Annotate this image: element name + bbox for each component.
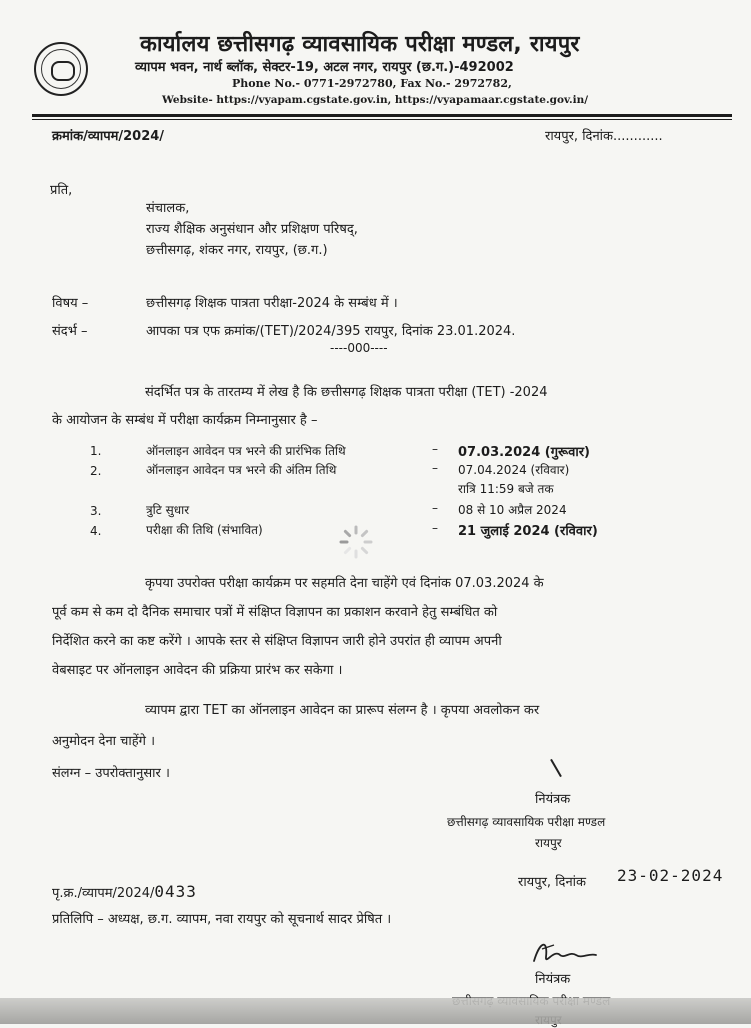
para1-line2: पूर्व कम से कम दो दैनिक समाचार पत्रों में संक्षिप्त विज्ञापन का प्रकाशन करवाने हेतु सम्बंधित को <box>52 605 498 620</box>
reference-text: आपका पत्र एफ क्रमांक/(TET)/2024/395 रायपुर, दिनांक 23.01.2024. <box>146 324 516 339</box>
separator: ----000---- <box>330 341 388 355</box>
endorsement-place-date: रायपुर, दिनांक <box>518 875 587 890</box>
schedule-value-4: 21 जुलाई 2024 (रविवार) <box>458 524 598 539</box>
loading-spinner-icon <box>338 524 374 560</box>
schedule-value-3: 08 से 10 अप्रैल 2024 <box>458 503 567 517</box>
signature-mark <box>550 759 562 777</box>
schedule-dash-1: – <box>432 442 438 456</box>
subject-label: विषय – <box>52 296 89 311</box>
schedule-num-4: 4. <box>90 524 102 538</box>
enclosure: संलग्न – उपरोक्तानुसार । <box>52 766 170 781</box>
ref-number: क्रमांक/व्यापम/2024/ <box>52 129 165 144</box>
schedule-num-3: 3. <box>90 504 102 518</box>
emblem-icon <box>34 42 88 96</box>
para1-line4: वेबसाइट पर ऑनलाइन आवेदन की प्रक्रिया प्रारंभ कर सकेगा । <box>52 663 343 678</box>
letterhead-rule-thin <box>32 119 732 120</box>
recipient-line2: राज्य शैक्षिक अनुसंधान और प्रशिक्षण परिषद्, <box>146 222 358 237</box>
letterhead-address: व्यापम भवन, नार्थ ब्लॉक, सेक्टर-19, अटल नगर, रायपुर (छ.ग.)-492002 <box>135 60 514 75</box>
recipient-line3: छत्तीसगढ़, शंकर नगर, रायपुर, (छ.ग.) <box>146 243 328 258</box>
schedule-dash-3: – <box>432 501 438 515</box>
schedule-dash-2: – <box>432 461 438 475</box>
endorsement-number <box>52 882 197 901</box>
schedule-extra-2: रात्रि 11:59 बजे तक <box>458 482 554 496</box>
bottom-shadow <box>0 998 751 1024</box>
letterhead-website: Website- https://vyapam.cgstate.gov.in, https://vyapamaar.cgstate.gov.in/ <box>162 94 589 106</box>
letterhead-title: कार्यालय छत्तीसगढ़ व्यावसायिक परीक्षा मण्डल, रायपुर <box>140 32 580 57</box>
endorsement-number-prefix: पृ.क्र./व्यापम/2024/ <box>52 886 155 901</box>
schedule-value-1: 07.03.2024 (गुरूवार) <box>458 445 590 460</box>
schedule-label-1: ऑनलाइन आवेदन पत्र भरने की प्रारंभिक तिथि <box>146 444 346 458</box>
para1-line1: कृपया उपरोक्त परीक्षा कार्यक्रम पर सहमति देना चाहेंगे एवं दिनांक 07.03.2024 के <box>145 576 544 591</box>
endorsement-date-hand: 23-02-2024 <box>617 866 724 885</box>
letterhead-phone: Phone No.- 0771-2972780, Fax No.- 2972782, <box>232 77 512 90</box>
letterhead-rule <box>32 114 732 117</box>
signature-icon <box>530 935 600 969</box>
schedule-num-1: 1. <box>90 444 102 458</box>
schedule-num-2: 2. <box>90 464 102 478</box>
signatory1-org: छत्तीसगढ़ व्यावसायिक परीक्षा मण्डल <box>447 815 606 829</box>
signatory1-title: नियंत्रक <box>535 792 571 807</box>
para1-line3: निर्देशित करने का कष्ट करेंगे । आपके स्तर से संक्षिप्त विज्ञापन जारी होने उपरांत ही व्यापम अपनी <box>52 634 502 649</box>
intro-line1: संदर्भित पत्र के तारतम्य में लेख है कि छत्तीसगढ़ शिक्षक पात्रता परीक्षा (TET) -2024 <box>145 385 548 400</box>
reference-label: संदर्भ – <box>52 324 88 339</box>
ref-place-date: रायपुर, दिनांक............ <box>545 129 663 144</box>
schedule-label-3: त्रुटि सुधार <box>146 503 190 517</box>
endorsement-number-hand: 0433 <box>154 882 197 901</box>
schedule-value-2: 07.04.2024 (रविवार) <box>458 463 570 477</box>
intro-line2: के आयोजन के सम्बंध में परीक्षा कार्यक्रम निम्नानुसार है – <box>52 413 318 428</box>
para2-line1: व्यापम द्वारा TET का ऑनलाइन आवेदन का प्रारूप संलग्न है । कृपया अवलोकन कर <box>145 703 540 718</box>
schedule-dash-4: – <box>432 521 438 535</box>
schedule-label-2: ऑनलाइन आवेदन पत्र भरने की अंतिम तिथि <box>146 463 337 477</box>
signatory2-title: नियंत्रक <box>535 972 571 987</box>
para2-line2: अनुमोदन देना चाहेंगे । <box>52 734 156 749</box>
recipient-line1: संचालक, <box>146 201 190 216</box>
copy-line: प्रतिलिपि – अध्यक्ष, छ.ग. व्यापम, नवा रायपुर को सूचनार्थ सादर प्रेषित । <box>52 912 392 927</box>
signatory1-place: रायपुर <box>535 836 562 850</box>
subject-text: छत्तीसगढ़ शिक्षक पात्रता परीक्षा-2024 के सम्बंध में । <box>146 296 398 311</box>
schedule-label-4: परीक्षा की तिथि (संभावित) <box>146 523 263 537</box>
recipient-prati: प्रति, <box>50 183 73 198</box>
